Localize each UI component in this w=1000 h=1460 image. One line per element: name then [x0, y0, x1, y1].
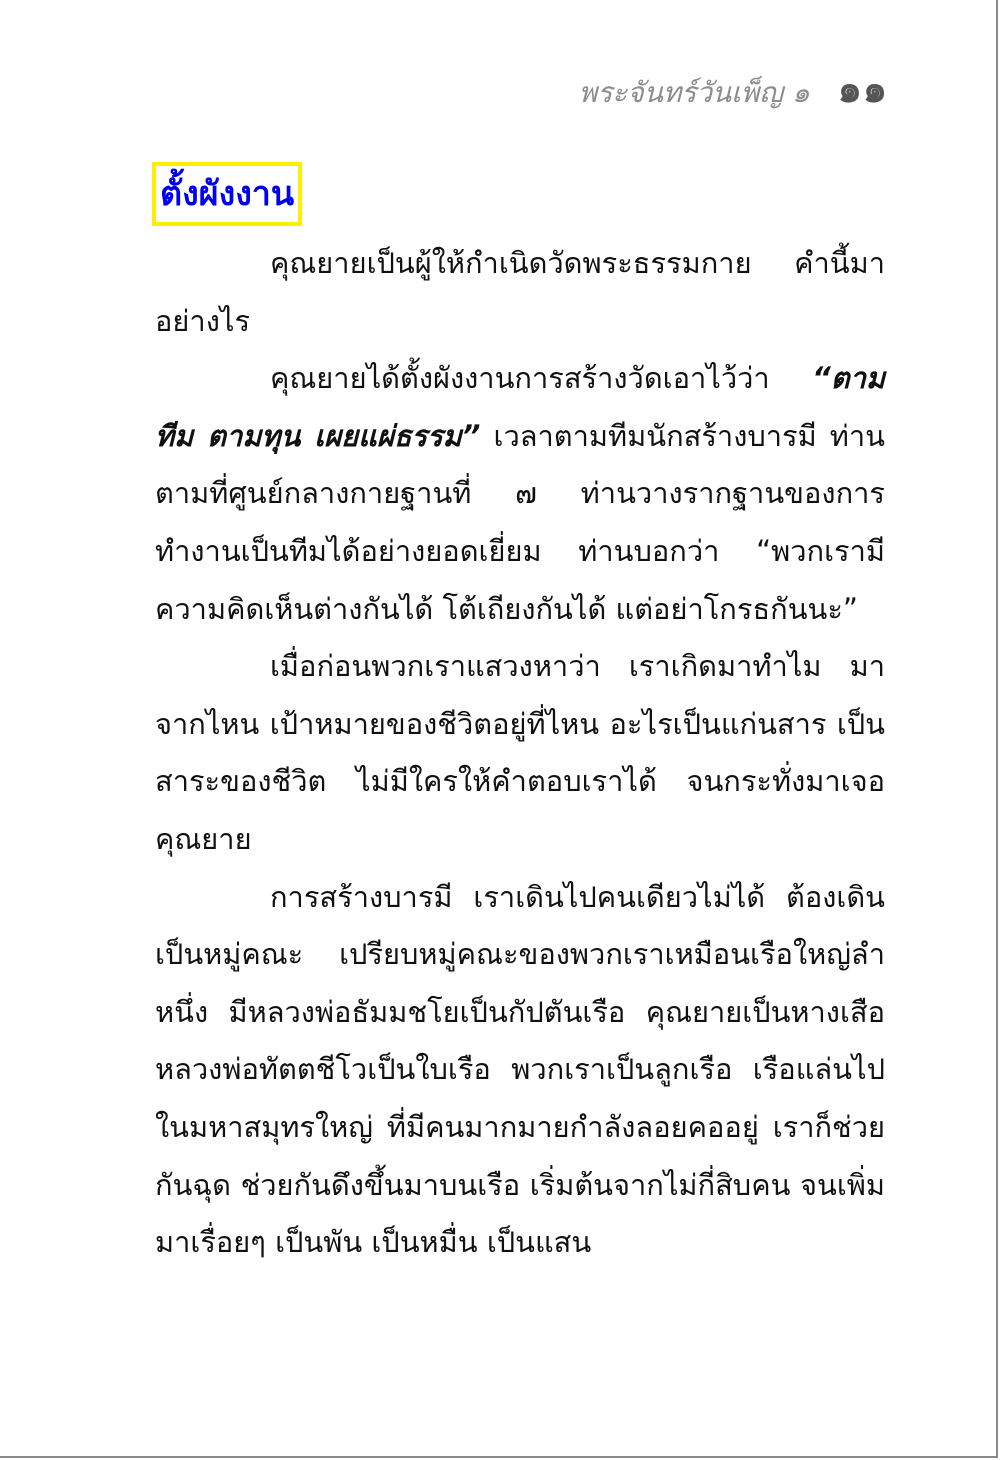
body-text: [155, 235, 885, 1272]
paragraph-2: [155, 350, 885, 638]
paragraph-3: เมื่อก่อนพวกเราแสวงหาว่า เราเกิดมาทำไม มาจากไหน เป้าหมายของชีวิตอยู่ที่ไหน อะไรเป็นแก่นสาร เป็นสาระของชีวิต ไม่มีใครให้คำตอบเราได้ จนกระทั่งมาเจอคุณยาย: [155, 649, 885, 856]
paragraph-4: การสร้างบารมี เราเดินไปคนเดียวไม่ได้ ต้องเดินเป็นหมู่คณะ เปรียบหมู่คณะของพวกเราเหมือนเรือใหญ่ลำหนึ่ง มีหลวงพ่อธัมมชโยเป็นกัปตันเรือ คุณยายเป็นหางเสือ หลวงพ่อทัตตชีโวเป็นใบเรือ พวกเราเป็นลูกเรือ เรือแล่นไปในมหาสมุทรใหญ่ ที่มีคนมากมายกำลังลอยคออยู่ เราก็ช่วยกันฉุด ช่วยกันดึงขึ้นมาบนเรือ เริ่มต้นจากไม่กี่สิบคน จนเพิ่มมาเรื่อยๆ เป็นพัน เป็นหมื่น เป็นแสน: [155, 879, 885, 1260]
motto-emphasis: “ตามทีม ตามทุน เผยแผ่ธรรม”: [155, 361, 885, 453]
paragraph-2-rest: เวลาตามทีมนักสร้างบารมี ท่านตามที่ศูนย์กลางกายฐานที่ ๗ ท่านวางรากฐานของการทำงานเป็นทีมได้อย่างยอดเยี่ยม ท่านบอกว่า “พวกเรามีความคิดเห็นต่างกันได้ โต้เถียงกันได้ แต่อย่าโกรธกันนะ”: [155, 418, 885, 626]
paragraph-1: คุณยายเป็นผู้ให้กำเนิดวัดพระธรรมกาย คำนี้มาอย่างไร: [155, 246, 885, 338]
running-header: [578, 58, 888, 111]
page-number: ๑๑: [837, 66, 888, 111]
book-title: พระจันทร์วันเพ็ญ ๑: [578, 76, 810, 109]
paragraph-2-intro: คุณยายได้ตั้งผังงานการสร้างวัดเอาไว้ว่า: [270, 361, 813, 396]
section-heading: ตั้งผังงาน: [152, 162, 302, 226]
